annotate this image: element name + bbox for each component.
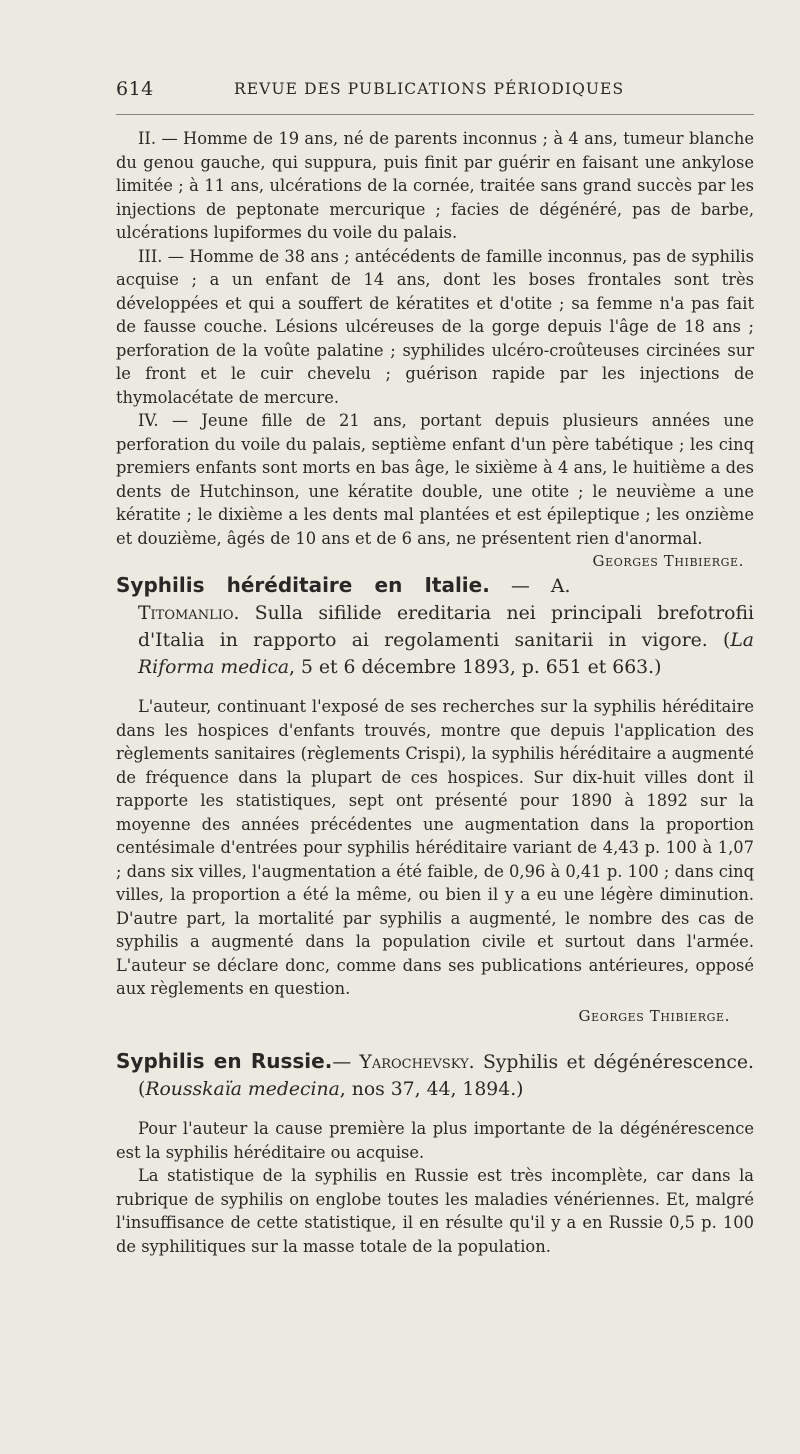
article-journal-russia: Rousskaïa medecina — [145, 1079, 340, 1100]
journal-title: REVUE DES PUBLICATIONS PÉRIODIQUES — [234, 80, 625, 98]
article-author-italy: A. Titomanlio. — [138, 576, 571, 624]
article-title-italy: Sulla sifilide ereditaria nei principali brefotrofii d'Italia in rapporto ai regolamenti sanitarii in vigore. ( — [138, 603, 754, 651]
case-paragraph-4 — [116, 409, 754, 570]
case-paragraph-3: III. — Homme de 38 ans ; antécédents de famille inconnus, pas de syphilis acquise ; a un enfant de 14 ans, dont les boses frontales sont très développées et qui a souffert de kératites et d'otite ; sa femme n'a pas fait de fausse couche. Lésions ulcéreuses de la gorge depuis l'âge de 18 ans ; perforation de la voûte palatine ; syphilides ulcéro-croûteuses circinées sur le front et le cuir chevelu ; guérison rapide par les injections de thymolacétate de mercure. — [116, 246, 754, 407]
article-citation-russia: , nos 37, 44, 1894.) — [339, 1079, 524, 1100]
page-number: 614 — [116, 78, 154, 100]
signature-cases: Georges Thibierge. — [592, 552, 744, 570]
article-body-russia — [116, 1117, 754, 1258]
article-heading-russia — [116, 1048, 754, 1103]
signature-italy: Georges Thibierge. — [578, 1006, 730, 1025]
case-4-text: IV. — Jeune fille de 21 ans, portant depuis plusieurs années une perforation du voile du palais, septième enfant d'un père tabétique ; les cinq premiers enfants sont morts en bas âge, le sixième à 4 ans, le huitième a des dents de Hutchinson, une kératite double, une otite ; le neuvième a une kératite ; le dixième a les dents mal plantées et est épileptique ; les onzième et douzième, âgés de 10 ans et de 6 ans, ne présentent rien d'anormal. — [116, 411, 754, 548]
document-page — [0, 78, 800, 1454]
article-citation-italy: , 5 et 6 décembre 1893, p. 651 et 663.) — [289, 657, 662, 678]
running-head — [116, 78, 754, 110]
article-author-russia: Yarochevsky. — [359, 1052, 475, 1073]
article-body-italy — [116, 695, 754, 1028]
article-title-russia: Syphilis et dégénérescence. ( — [138, 1052, 754, 1100]
article-paragraph: Pour l'auteur la cause première la plus importante de la dégénérescence est la syphilis héréditaire ou acquise. — [116, 1119, 754, 1162]
article-paragraph: La statistique de la syphilis en Russie est très incomplète, car dans la rubrique de syphilis on englobe toutes les maladies vénériennes. Et, malgré l'insuffisance de cette statistique, il en résulte qu'il y a en Russie 0,5 p. 100 de syphilitiques sur la masse totale de la population. — [116, 1166, 754, 1256]
header-rule — [116, 114, 754, 115]
article-paragraph: L'auteur, continuant l'exposé de ses recherches sur la syphilis héréditaire dans les hospices d'enfants trouvés, montre que depuis l'application des règlements sanitaires (règlements Crispi), la syphilis héréditaire a augmenté de fréquence dans la plupart de ces hospices. Sur dix-huit villes dont il rapporte les statistiques, sept ont présenté pour 1890 à 1892 sur la moyenne des années précédentes une augmentation dans la proportion centésimale d'entrées pour syphilis héréditaire variant de 4,43 p. 100 à 1,07 ; dans six villes, l'augmentation a été faible, de 0,96 à 0,41 p. 100 ; dans cinq villes, la proportion a été la même, ou bien il y a eu une légère diminution. D'autre part, la mortalité par syphilis a augmenté, le nombre des cas de syphilis a augmenté dans la population civile et surtout dans l'armée. L'auteur se déclare donc, comme dans ses publications antérieures, opposé aux règlements en question. — [116, 697, 754, 998]
article-rubric-italy: Syphilis héréditaire en Italie. — [116, 573, 490, 597]
article-journal-italy: La Riforma medica — [138, 630, 754, 678]
cases-section — [116, 127, 754, 570]
case-paragraph-2: II. — Homme de 19 ans, né de parents inconnus ; à 4 ans, tumeur blanche du genou gauche, qui suppura, puis finit par guérir en faisant une ankylose limitée ; à 11 ans, ulcérations de la cornée, traitée sans grand succès par les injections de peptonate mercurique ; facies de dégénéré, pas de barbe, ulcérations lupiformes du voile du palais. — [116, 129, 754, 242]
heading-dash: — — [332, 1052, 360, 1073]
article-heading-italy — [116, 572, 754, 681]
heading-dash: — — [489, 576, 551, 597]
article-rubric-russia: Syphilis en Russie. — [116, 1049, 333, 1073]
